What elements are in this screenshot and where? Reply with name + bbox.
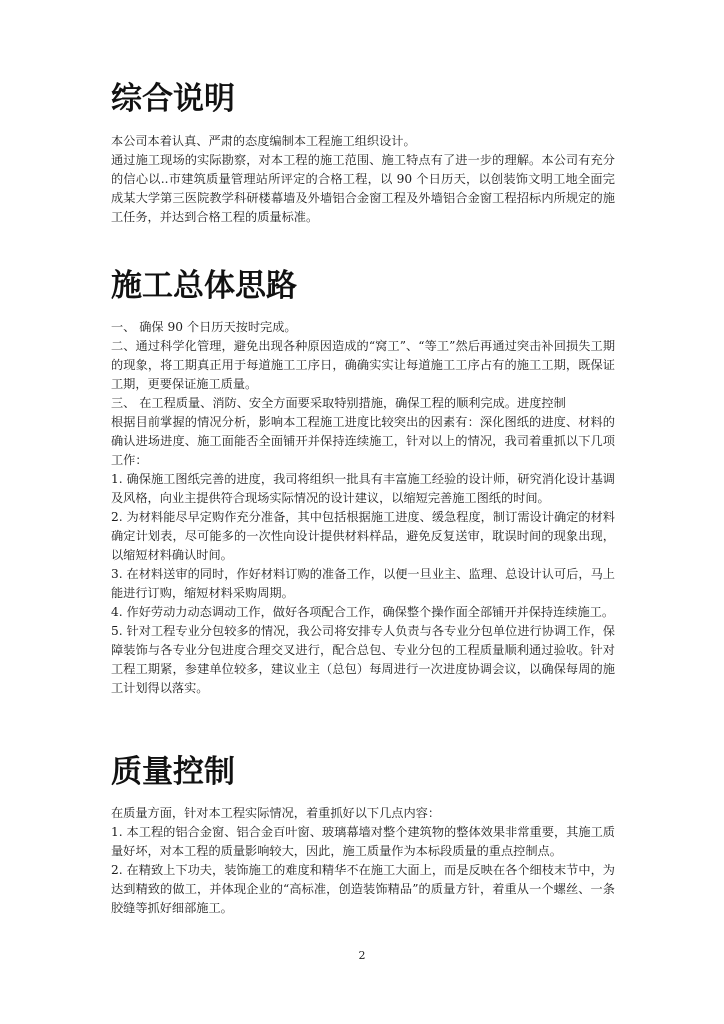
- paragraph: 根据目前掌握的情况分析，影响本工程施工进度比较突出的因素有：深化图纸的进度、材料的确认进场进度、施工面能否全面铺开并保持连续施工，针对以上的情况，我司着重抓以下几项工作：: [111, 415, 615, 467]
- paragraph: 三、 在工程质量、消防、安全方面要采取特别措施，确保工程的顺利完成。进度控制: [111, 396, 566, 410]
- paragraph: 5. 针对工程专业分包较多的情况，我公司将安排专人负责与各专业分包单位进行协调工作，保障装饰与各专业分包进度合理交叉进行，配合总包、专业分包的工程质量顺利通过验收。针对工程工期紧，参建单位较多，建议业主（总包）每周进行一次进度协调会议，以确保每周的施工计划得以落实。: [111, 624, 615, 695]
- paragraph: 二、通过科学化管理，避免出现各种原因造成的“窝工”、“等工”然后再通过突击补回损失工期的现象，将工期真正用于每道施工工序日，确确实实让每道施工工序占有的施工工期，既保证工期，更要保证施工质量。: [111, 339, 616, 391]
- paragraph: 2. 为材料能尽早定购作充分准备，其中包括根据施工进度、缓急程度，制订需设计确定的材料确定计划表，尽可能多的一次性向设计提供材料样品，避免反复送审，耽误时间的现象出现，以缩短材料确认时间。: [111, 510, 615, 562]
- section-heading-quality-control: 质量控制: [111, 754, 235, 790]
- section-heading-overview: 综合说明: [111, 81, 235, 117]
- paragraph: 1. 本工程的铝合金窗、铝合金百叶窗、玻璃幕墙对整个建筑物的整体效果非常重要，其施工质量好坏，对本工程的质量影响较大，因此，施工质量作为本标段质量的重点控制点。: [111, 825, 615, 858]
- paragraph: 1. 确保施工图纸完善的进度，我司将组织一批具有丰富施工经验的设计师，研究消化设计基调及风格，向业主提供符合现场实际情况的设计建议，以缩短完善施工图纸的时间。: [111, 472, 615, 505]
- paragraph: 2. 在精致上下功夫，装饰施工的难度和精华不在施工大面上，而是反映在各个细枝末节中，为达到精致的做工，并体现企业的“高标准，创造装饰精品”的质量方针，着重从一个螺丝、一条胶缝等抓好细部施工。: [111, 863, 615, 915]
- page-number: 2: [358, 949, 366, 962]
- paragraph: 3. 在材料送审的同时，作好材料订购的准备工作，以便一旦业主、监理、总设计认可后，马上能进行订购，缩短材料采购周期。: [111, 567, 615, 600]
- section-heading-overall-approach: 施工总体思路: [111, 268, 297, 304]
- section-body-overall-approach: [111, 318, 615, 698]
- paragraph: 通过施工现场的实际勘察，对本工程的施工范围、施工特点有了进一步的理解。本公司有充分的信心以..市建筑质量管理站所评定的合格工程，以 90 个日历天，以创装饰文明工地全面完成某大学第三医院教学科研楼幕墙及外墙铝合金窗工程及外墙铝合金窗工程招标内所规定的施工任务，并达到合格工程的质量标准。: [111, 153, 615, 224]
- section-body-overview: [111, 132, 615, 227]
- paragraph: 本公司本着认真、严肃的态度编制本工程施工组织设计。: [111, 134, 416, 148]
- paragraph: 在质量方面，针对本工程实际情况，着重抓好以下几点内容：: [111, 806, 441, 820]
- paragraph: 一、 确保 90 个日历天按时完成。: [111, 320, 297, 334]
- section-body-quality-control: [111, 804, 615, 918]
- paragraph: 4. 作好劳动力动态调动工作，做好各项配合工作，确保整个操作面全部铺开并保持连续施工。: [111, 605, 615, 619]
